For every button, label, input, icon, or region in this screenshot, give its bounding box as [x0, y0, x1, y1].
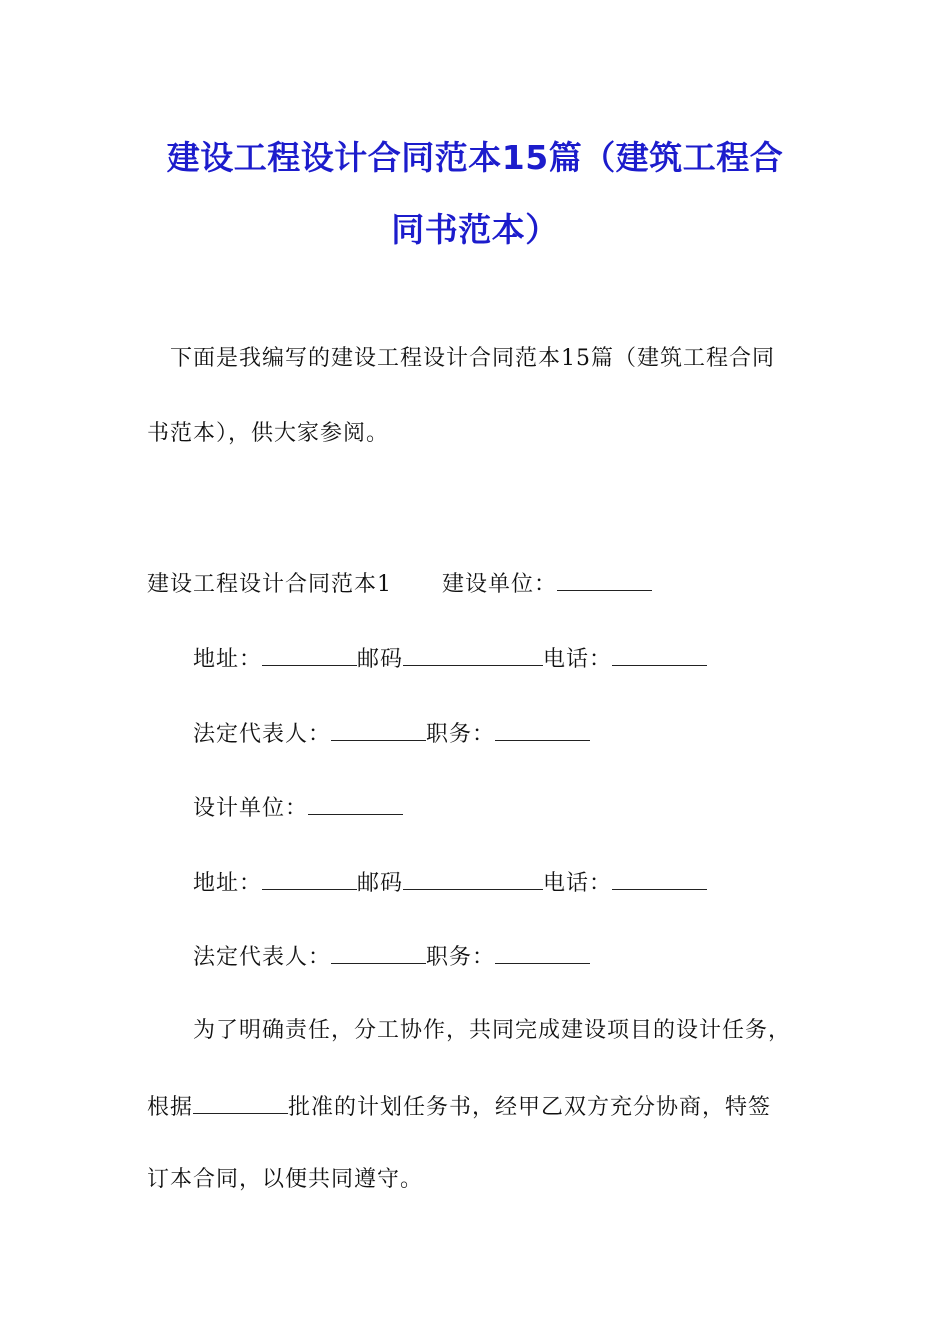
party-a-address-label: 地址：: [193, 647, 263, 672]
party-b-address-blank: [262, 867, 357, 890]
party-b-unit-label: 设计单位：: [193, 796, 309, 821]
party-a-unit-blank: [557, 568, 652, 591]
party-b-postcode-label: 邮码: [357, 871, 404, 896]
party-b-rep-row: [193, 941, 590, 973]
body-line-2-end: 批准的计划任务书，经甲乙双方充分协商，特签: [288, 1095, 772, 1120]
body-line-2-start: 根据: [147, 1095, 194, 1120]
party-a-rep-label: 法定代表人：: [193, 722, 332, 747]
document-title-line-2: 同书范本）: [391, 210, 559, 249]
party-b-rep-blank: [331, 941, 426, 964]
party-a-postcode-blank: [403, 643, 543, 666]
party-b-rep-label: 法定代表人：: [193, 945, 332, 970]
approval-authority-blank: [193, 1091, 288, 1114]
party-b-unit-row: [193, 792, 403, 824]
party-a-phone-label: 电话：: [543, 647, 613, 672]
party-b-postcode-blank: [403, 867, 543, 890]
party-a-rep-row: [193, 718, 590, 750]
party-a-address-blank: [262, 643, 357, 666]
body-paragraph-line-3: 订本合同，以便共同遵守。: [147, 1167, 424, 1192]
document-title-line-1: 建设工程设计合同范本15篇（建筑工程合: [166, 138, 784, 177]
party-b-address-label: 地址：: [193, 871, 263, 896]
party-a-postcode-label: 邮码: [357, 647, 404, 672]
party-a-position-label: 职务：: [426, 722, 496, 747]
party-a-rep-blank: [331, 718, 426, 741]
party-a-unit-label: 建设单位：: [442, 572, 558, 597]
body-paragraph-line-2: [147, 1091, 771, 1123]
body-paragraph-line-1: 为了明确责任，分工协作，共同完成建设项目的设计任务，: [193, 1018, 792, 1043]
party-b-position-blank: [495, 941, 590, 964]
party-a-position-blank: [495, 718, 590, 741]
party-b-phone-blank: [612, 867, 707, 890]
party-b-phone-label: 电话：: [543, 871, 613, 896]
intro-paragraph-line-2: 书范本），供大家参阅。: [147, 421, 390, 446]
party-b-position-label: 职务：: [426, 945, 496, 970]
contract-1-heading-row: [147, 568, 652, 600]
party-a-address-row: [193, 643, 707, 675]
party-a-phone-blank: [612, 643, 707, 666]
party-b-unit-blank: [308, 792, 403, 815]
intro-paragraph-line-1: 下面是我编写的建设工程设计合同范本15篇（建筑工程合同: [170, 346, 775, 371]
party-b-address-row: [193, 867, 707, 899]
section-heading: 建设工程设计合同范本1: [147, 572, 392, 597]
